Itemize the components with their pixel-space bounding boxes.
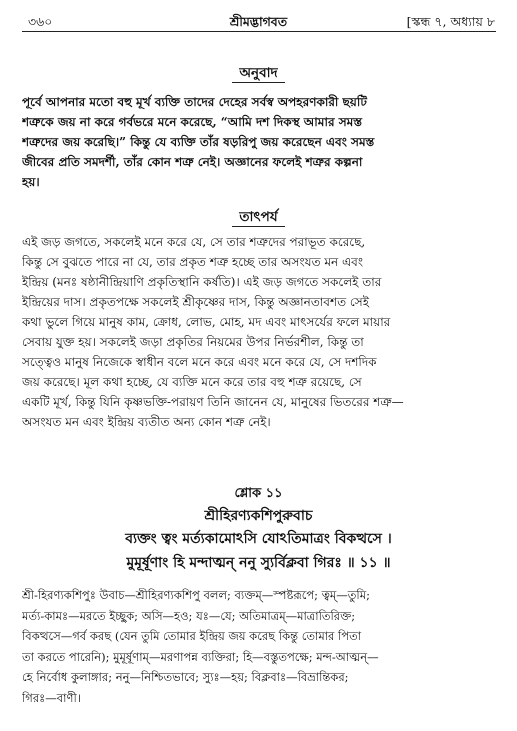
purport-paragraph	[22, 232, 496, 432]
translation-paragraph	[22, 92, 496, 192]
purport-line: কথা ভুলে গিয়ে মানুষ কাম, ক্রোধ, লোভ, মোহ, মদ এবং মাৎসর্যের ফলে মায়ার	[22, 315, 391, 329]
synonyms-line: গিরঃ—বাণী।	[22, 690, 81, 705]
synonyms-line: হে নির্বোধ কুলাঙ্গার; ননু—নিশ্চিতভাবে; স্যুঃ—হয়; বিক্লবাঃ—বিভ্রান্তিকর;	[22, 670, 349, 684]
translation-heading: অনুবাদ	[239, 65, 278, 81]
purport-line: অসংযত মন এবং ইন্দ্রিয় ব্যতীত অন্য কোন শত্রু নেই।	[22, 415, 271, 429]
purport-line: এই জড় জগতে, সকলেই মনে করে যে, সে তার শত্রুদের পরাভূত করেছে,	[22, 235, 366, 249]
purport-line: সত্ত্বেও মানুষ নিজেকে স্বাধীন বলে মনে করে এবং মনে করে যে, সে দশদিক	[22, 355, 377, 369]
verse-line: ব্যক্তং ত্বং মর্ত্যকামোঽসি যোঽতিমাত্রং বিকত্থসে ।	[125, 531, 392, 547]
translation-line: শত্রুদের জয় করেছি।” কিন্তু যে ব্যক্তি তাঁর ষড়রিপু জয় করেছেন এবং সমস্ত	[22, 135, 375, 149]
page-number: ৩৬০	[28, 14, 53, 29]
book-title: শ্রীমদ্ভাগবত	[229, 14, 288, 29]
verse-number: শ্লোক ১১	[234, 486, 283, 501]
synonyms-line: মর্ত্য-কামঃ—মরতে ইচ্ছুক; অসি—হও; যঃ—যে; অতিমাত্রম্—মাত্রাতিরিক্ত;	[22, 608, 356, 623]
page-header	[0, 10, 517, 32]
synonyms-line: বিকত্থসে—গর্ব করছ (যেন তুমি তোমার ইন্দ্রিয় জয় করেছ কিন্তু তোমার পিতা	[22, 629, 362, 643]
translation-line: পূর্বে আপনার মতো বহু মূর্খ ব্যক্তি তাদের দেহের সর্বস্ব অপহরণকারী ছয়টি	[22, 95, 367, 109]
section-reference: [স্কন্ধ ৭, অধ্যায় ৮	[406, 14, 495, 29]
synonyms-line: শ্রী-হিরণ্যকশিপুঃ উবাচ—শ্রীহিরণ্যকশিপু বলল; ব্যক্তম্—স্পষ্টরূপে; ত্বম্—তুমি;	[22, 588, 370, 602]
purport-heading: তাৎপর্য	[239, 209, 278, 225]
translation-line: হয়।	[22, 175, 40, 189]
header-rule	[22, 31, 496, 32]
purport-line: কিন্তু সে বুঝতে পারে না যে, তার প্রকৃত শত্রু হচ্ছে তার অসংযত মন এবং	[22, 255, 363, 269]
purport-heading-underline	[232, 226, 285, 227]
purport-line: একটি মূর্খ, কিন্তু যিনি কৃষ্ণভক্তি-পরায়ণ তিনি জানেন যে, মানুষের ভিতরের শত্রু—	[22, 395, 404, 409]
verse-line: মুমূর্ষূণাং হি মন্দাত্মন্ ননু স্যুর্বিক্লবা গিরঃ ॥ ১১ ॥	[126, 555, 391, 571]
translation-line: জীবের প্রতি সমদর্শী, তাঁর কোন শত্রু নেই। অজ্ঞানের ফলেই শত্রুর কল্পনা	[22, 155, 363, 169]
purport-line: জয় করেছে। মূল কথা হচ্ছে, যে ব্যক্তি মনে করে তার বহু শত্রু রয়েছে, সে	[22, 375, 362, 389]
verse-speaker: শ্রীহিরণ্যকশিপুরুবাচ	[204, 508, 313, 524]
translation-heading-underline	[232, 82, 285, 83]
synonyms-line: তা করতে পারেনি); মুমূর্ষূণাম্—মরণাপন্ন ব্যক্তিরা; হি—বস্তুতপক্ষে; মন্দ-আত্মন্—	[22, 649, 379, 664]
synonyms-paragraph	[22, 585, 496, 708]
purport-line: সেবায় যুক্ত হয়। সকলেই জড়া প্রকৃতির নিয়মের উপর নির্ভরশীল, কিন্তু তা	[22, 335, 364, 349]
purport-line: ইন্দ্রিয়ের দাস। প্রকৃতপক্ষে সকলেই শ্রীকৃষ্ণের দাস, কিন্তু অজ্ঞানতাবশত সেই	[22, 295, 369, 309]
purport-line: ইন্দ্রিয় (মনঃ ষষ্ঠানীন্দ্রিয়াণি প্রকৃতিস্থানি কর্ষতি)। এই জড় জগতে সকলেই তার	[22, 275, 382, 289]
translation-line: শত্রুকে জয় না করে গর্বভরে মনে করেছে, “আমি দশ দিকস্থ আমার সমস্ত	[22, 115, 362, 129]
